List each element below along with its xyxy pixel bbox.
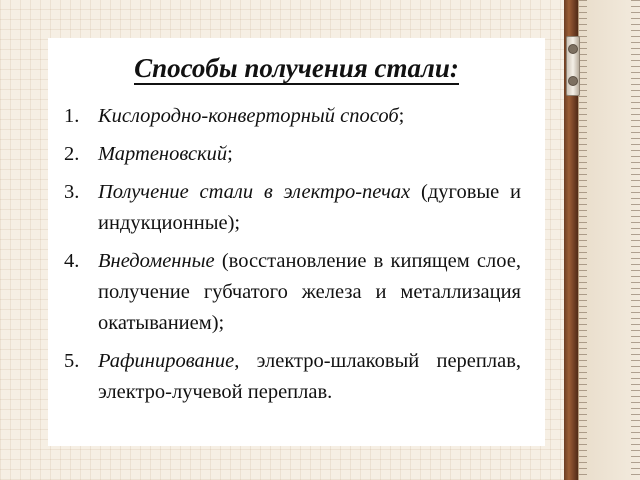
list-item xyxy=(64,101,521,132)
slide-content xyxy=(48,38,545,446)
list-item xyxy=(64,246,521,339)
list-number: 2. xyxy=(64,143,80,165)
list-item-text: (дуговые и индукционные); xyxy=(98,181,521,234)
list-item-text: ; xyxy=(398,105,405,127)
slide-title xyxy=(48,53,545,84)
list-item-emphasis: Рафинирование xyxy=(98,350,235,372)
ruler-decoration xyxy=(578,0,640,480)
list-item-emphasis: Кислородно-конверторный способ xyxy=(98,105,399,127)
list-number: 3. xyxy=(64,181,80,203)
list-item xyxy=(64,346,521,408)
list-number: 1. xyxy=(64,105,80,127)
slide-title-text: Способы получения стали: xyxy=(134,53,459,83)
clip-rivet-icon xyxy=(568,44,578,54)
list-item-text: (восстановление в кипящем слое, получение губчатого железа и металлизация окатыванием); xyxy=(98,250,521,334)
list-item-text: ; xyxy=(227,143,233,165)
list-item-emphasis: Мартеновский xyxy=(98,143,228,165)
ruler-ticks xyxy=(631,0,640,480)
list-item xyxy=(64,177,521,239)
list-number: 5. xyxy=(64,350,80,372)
clip-rivet-icon xyxy=(568,76,578,86)
list-item xyxy=(64,139,521,170)
list-item-emphasis: Внедоменные xyxy=(98,250,215,272)
list-number: 4. xyxy=(64,250,80,272)
list-item-text: , электро-шлаковый переплав, электро-лучевой переплав. xyxy=(98,350,521,403)
list-item-emphasis: Получение стали в электро-печах xyxy=(98,181,411,203)
methods-list xyxy=(64,101,521,415)
